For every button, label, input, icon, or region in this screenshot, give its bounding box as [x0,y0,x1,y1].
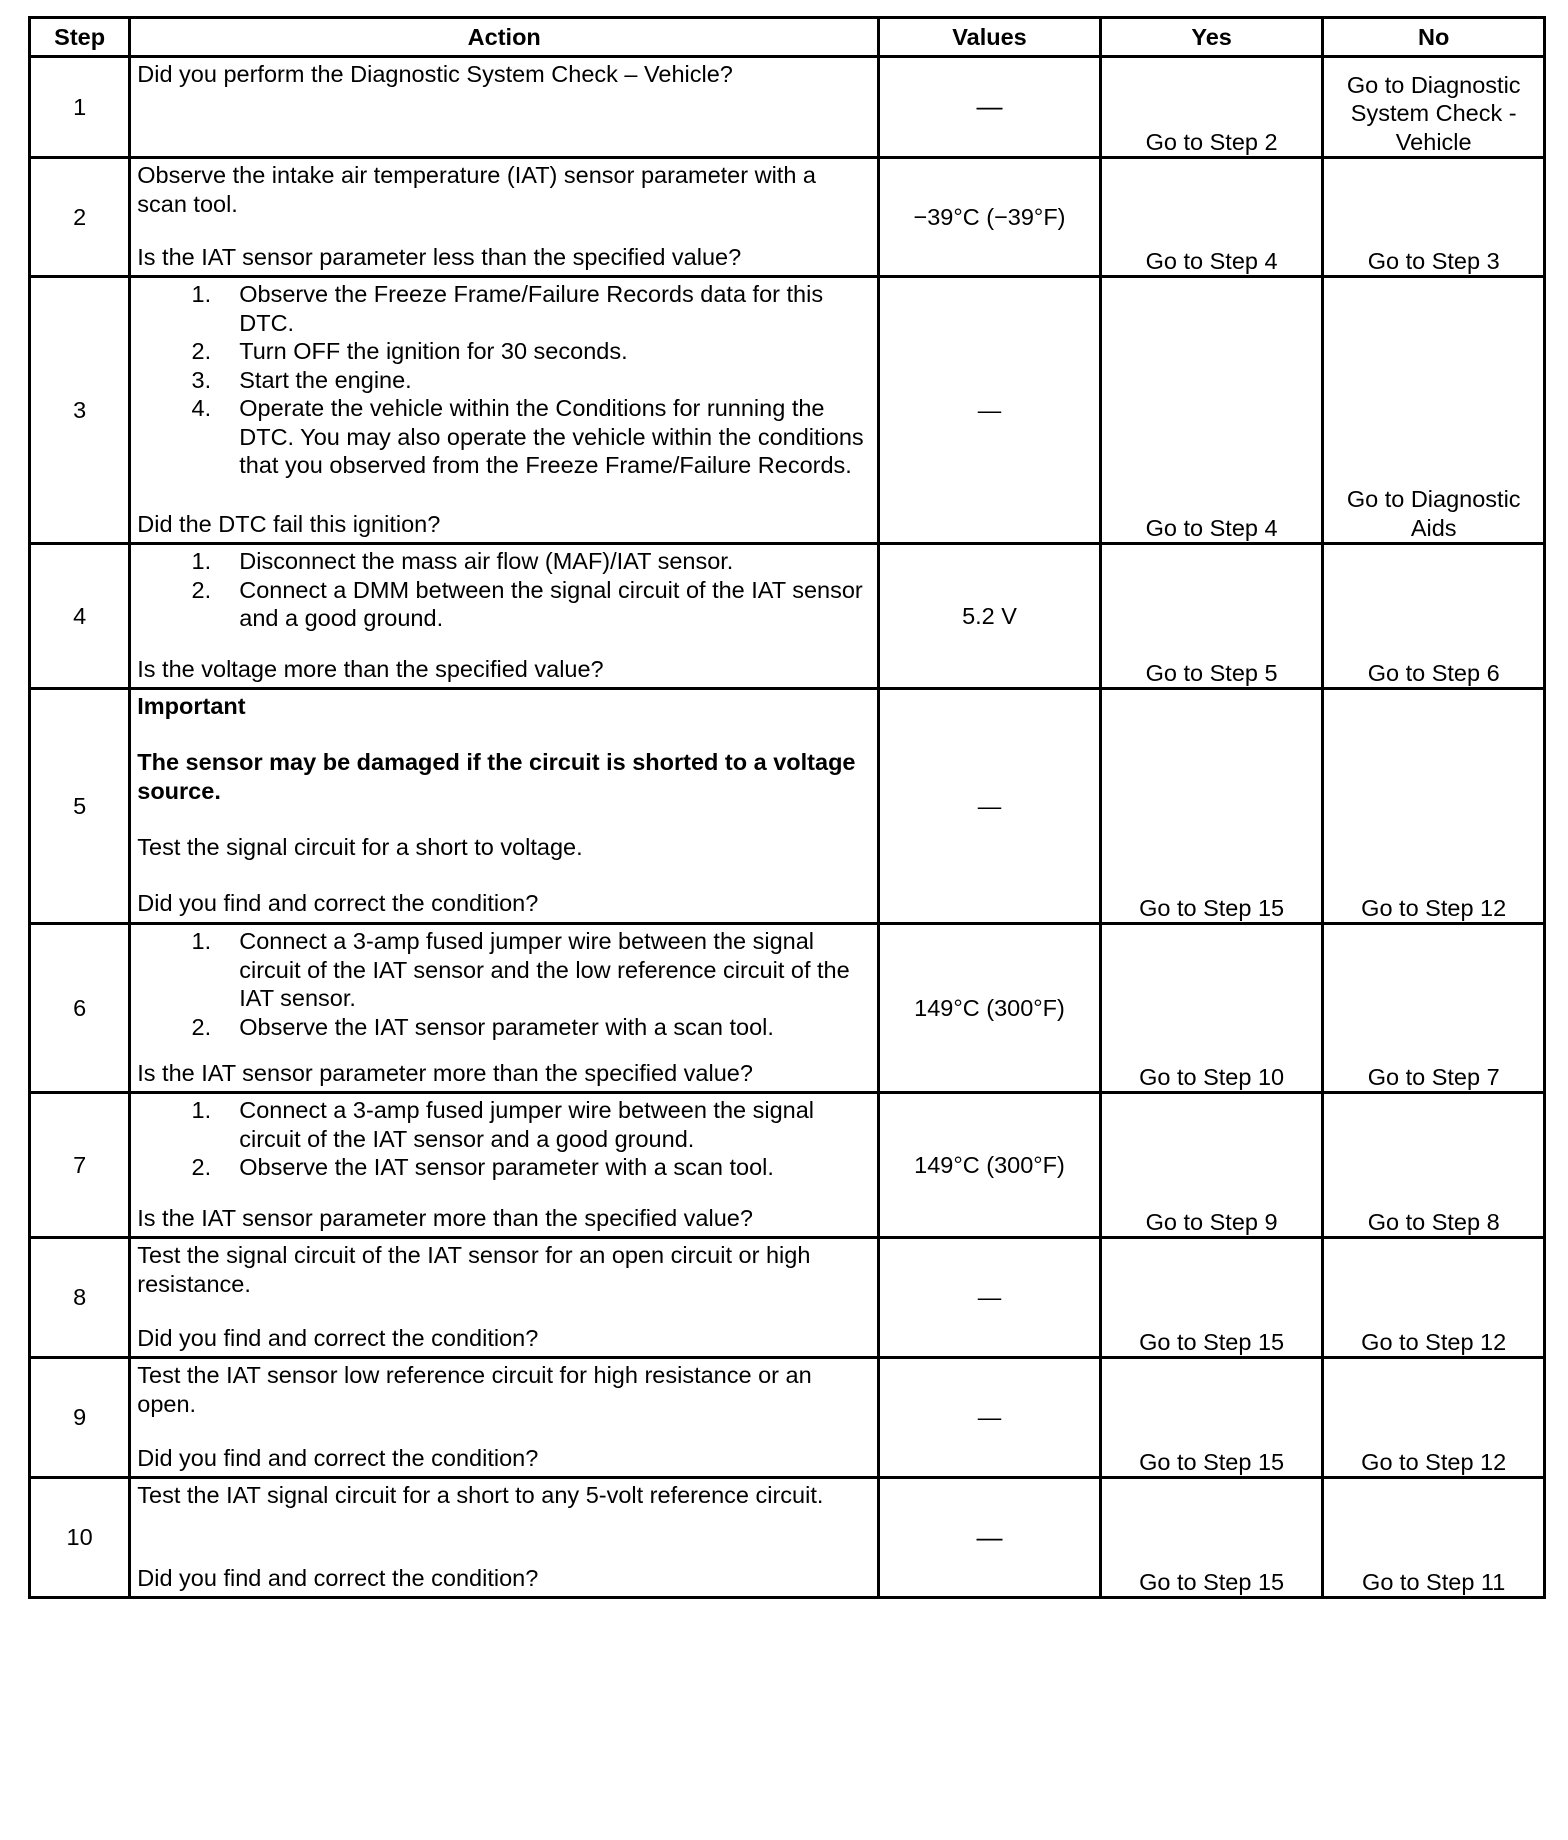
procedure-list [137,927,871,1041]
procedure-item: 2. Observe the IAT sensor parameter with a scan tool. [237,1013,871,1042]
value-cell: — [879,277,1101,544]
yes-cell: Go to Step 15 [1100,1478,1323,1598]
table-row [30,158,1545,277]
action-instruction: Test the IAT sensor low reference circuit for high resistance or an open. [137,1362,812,1417]
step-number: 4 [30,544,130,689]
value-cell: 149°C (300°F) [879,1093,1101,1238]
step-number: 2 [30,158,130,277]
action-question: Is the IAT sensor parameter less than the specified value? [137,243,742,270]
action-cell [130,1093,879,1238]
step-number: 9 [30,1358,130,1478]
procedure-list [137,280,871,480]
step-number: 8 [30,1238,130,1358]
action-question: Did you find and correct the condition? [137,1324,539,1351]
important-label: Important [137,693,246,719]
step-number: 6 [30,924,130,1093]
step-number: 10 [30,1478,130,1598]
action-cell [130,689,879,924]
action-instruction: Observe the intake air temperature (IAT) sensor parameter with a scan tool. [137,162,816,217]
action-cell [130,924,879,1093]
yes-cell: Go to Step 5 [1100,544,1323,689]
procedure-item: 2. Connect a DMM between the signal circuit of the IAT sensor and a good ground. [237,576,871,633]
action-question: Is the IAT sensor parameter more than the specified value? [137,1059,753,1086]
value-cell: — [879,1238,1101,1358]
header-yes: Yes [1100,18,1323,57]
no-cell: Go to Step 12 [1323,689,1545,924]
table-row [30,277,1545,544]
action-question: Did the DTC fail this ignition? [137,510,441,537]
table-row [30,1478,1545,1598]
action-instruction: Test the IAT signal circuit for a short to any 5-volt reference circuit. [137,1482,824,1508]
table-row [30,924,1545,1093]
table-row [30,689,1545,924]
no-cell: Go to Step 11 [1323,1478,1545,1598]
table-row [30,544,1545,689]
yes-cell: Go to Step 15 [1100,1238,1323,1358]
no-cell: Go to Step 8 [1323,1093,1545,1238]
header-action: Action [130,18,879,57]
header-step: Step [30,18,130,57]
table-row [30,1238,1545,1358]
action-question: Did you find and correct the condition? [137,890,539,917]
procedure-item: 2. Observe the IAT sensor parameter with a scan tool. [237,1153,871,1182]
procedure-list [137,547,871,633]
procedure-item: 1. Connect a 3-amp fused jumper wire between the signal circuit of the IAT sensor and a good ground. [237,1096,871,1153]
value-cell: — [879,1478,1101,1598]
action-question: Did you perform the Diagnostic System Check – Vehicle? [137,61,733,87]
action-cell [130,1358,879,1478]
action-cell [130,1478,879,1598]
action-instruction: Test the signal circuit for a short to voltage. [137,834,583,861]
step-number: 5 [30,689,130,924]
value-cell: — [879,1358,1101,1478]
no-cell: Go to Diagnostic System Check - Vehicle [1323,57,1545,158]
yes-cell: Go to Step 4 [1100,158,1323,277]
value-cell: — [879,57,1101,158]
action-instruction: Test the signal circuit of the IAT sensor for an open circuit or high resistance. [137,1242,811,1297]
important-note: The sensor may be damaged if the circuit is shorted to a voltage source. [137,749,856,804]
table-row [30,1093,1545,1238]
no-cell: Go to Step 3 [1323,158,1545,277]
table-row [30,1358,1545,1478]
yes-cell: Go to Step 15 [1100,689,1323,924]
procedure-item: 3. Start the engine. [237,366,871,395]
step-number: 1 [30,57,130,158]
action-cell [130,277,879,544]
step-number: 7 [30,1093,130,1238]
action-cell [130,57,879,158]
action-cell [130,1238,879,1358]
step-number: 3 [30,277,130,544]
procedure-item: 4. Operate the vehicle within the Conditions for running the DTC. You may also operate the vehicle within the conditions that you observed from the Freeze Frame/Failure Records. [237,394,871,480]
action-cell [130,544,879,689]
header-values: Values [879,18,1101,57]
no-cell: Go to Step 6 [1323,544,1545,689]
action-question: Did you find and correct the condition? [137,1444,539,1471]
action-question: Did you find and correct the condition? [137,1564,539,1591]
no-cell: Go to Diagnostic Aids [1323,277,1545,544]
procedure-item: 1. Connect a 3-amp fused jumper wire between the signal circuit of the IAT sensor and the low reference circuit of the IAT sensor. [237,927,871,1013]
header-no: No [1323,18,1545,57]
procedure-item: 2. Turn OFF the ignition for 30 seconds. [237,337,871,366]
action-cell [130,158,879,277]
value-cell: 149°C (300°F) [879,924,1101,1093]
value-cell: 5.2 V [879,544,1101,689]
header-row [30,18,1545,57]
no-cell: Go to Step 12 [1323,1238,1545,1358]
value-cell: — [879,689,1101,924]
yes-cell: Go to Step 4 [1100,277,1323,544]
no-cell: Go to Step 7 [1323,924,1545,1093]
procedure-item: 1. Observe the Freeze Frame/Failure Records data for this DTC. [237,280,871,337]
yes-cell: Go to Step 2 [1100,57,1323,158]
no-cell: Go to Step 12 [1323,1358,1545,1478]
table-row [30,57,1545,158]
action-question: Is the IAT sensor parameter more than the specified value? [137,1204,753,1231]
diagnostic-table [28,16,1546,1599]
yes-cell: Go to Step 9 [1100,1093,1323,1238]
value-cell: −39°C (−39°F) [879,158,1101,277]
yes-cell: Go to Step 15 [1100,1358,1323,1478]
action-question: Is the voltage more than the specified value? [137,655,604,682]
yes-cell: Go to Step 10 [1100,924,1323,1093]
procedure-item: 1. Disconnect the mass air flow (MAF)/IAT sensor. [237,547,871,576]
procedure-list [137,1096,871,1182]
